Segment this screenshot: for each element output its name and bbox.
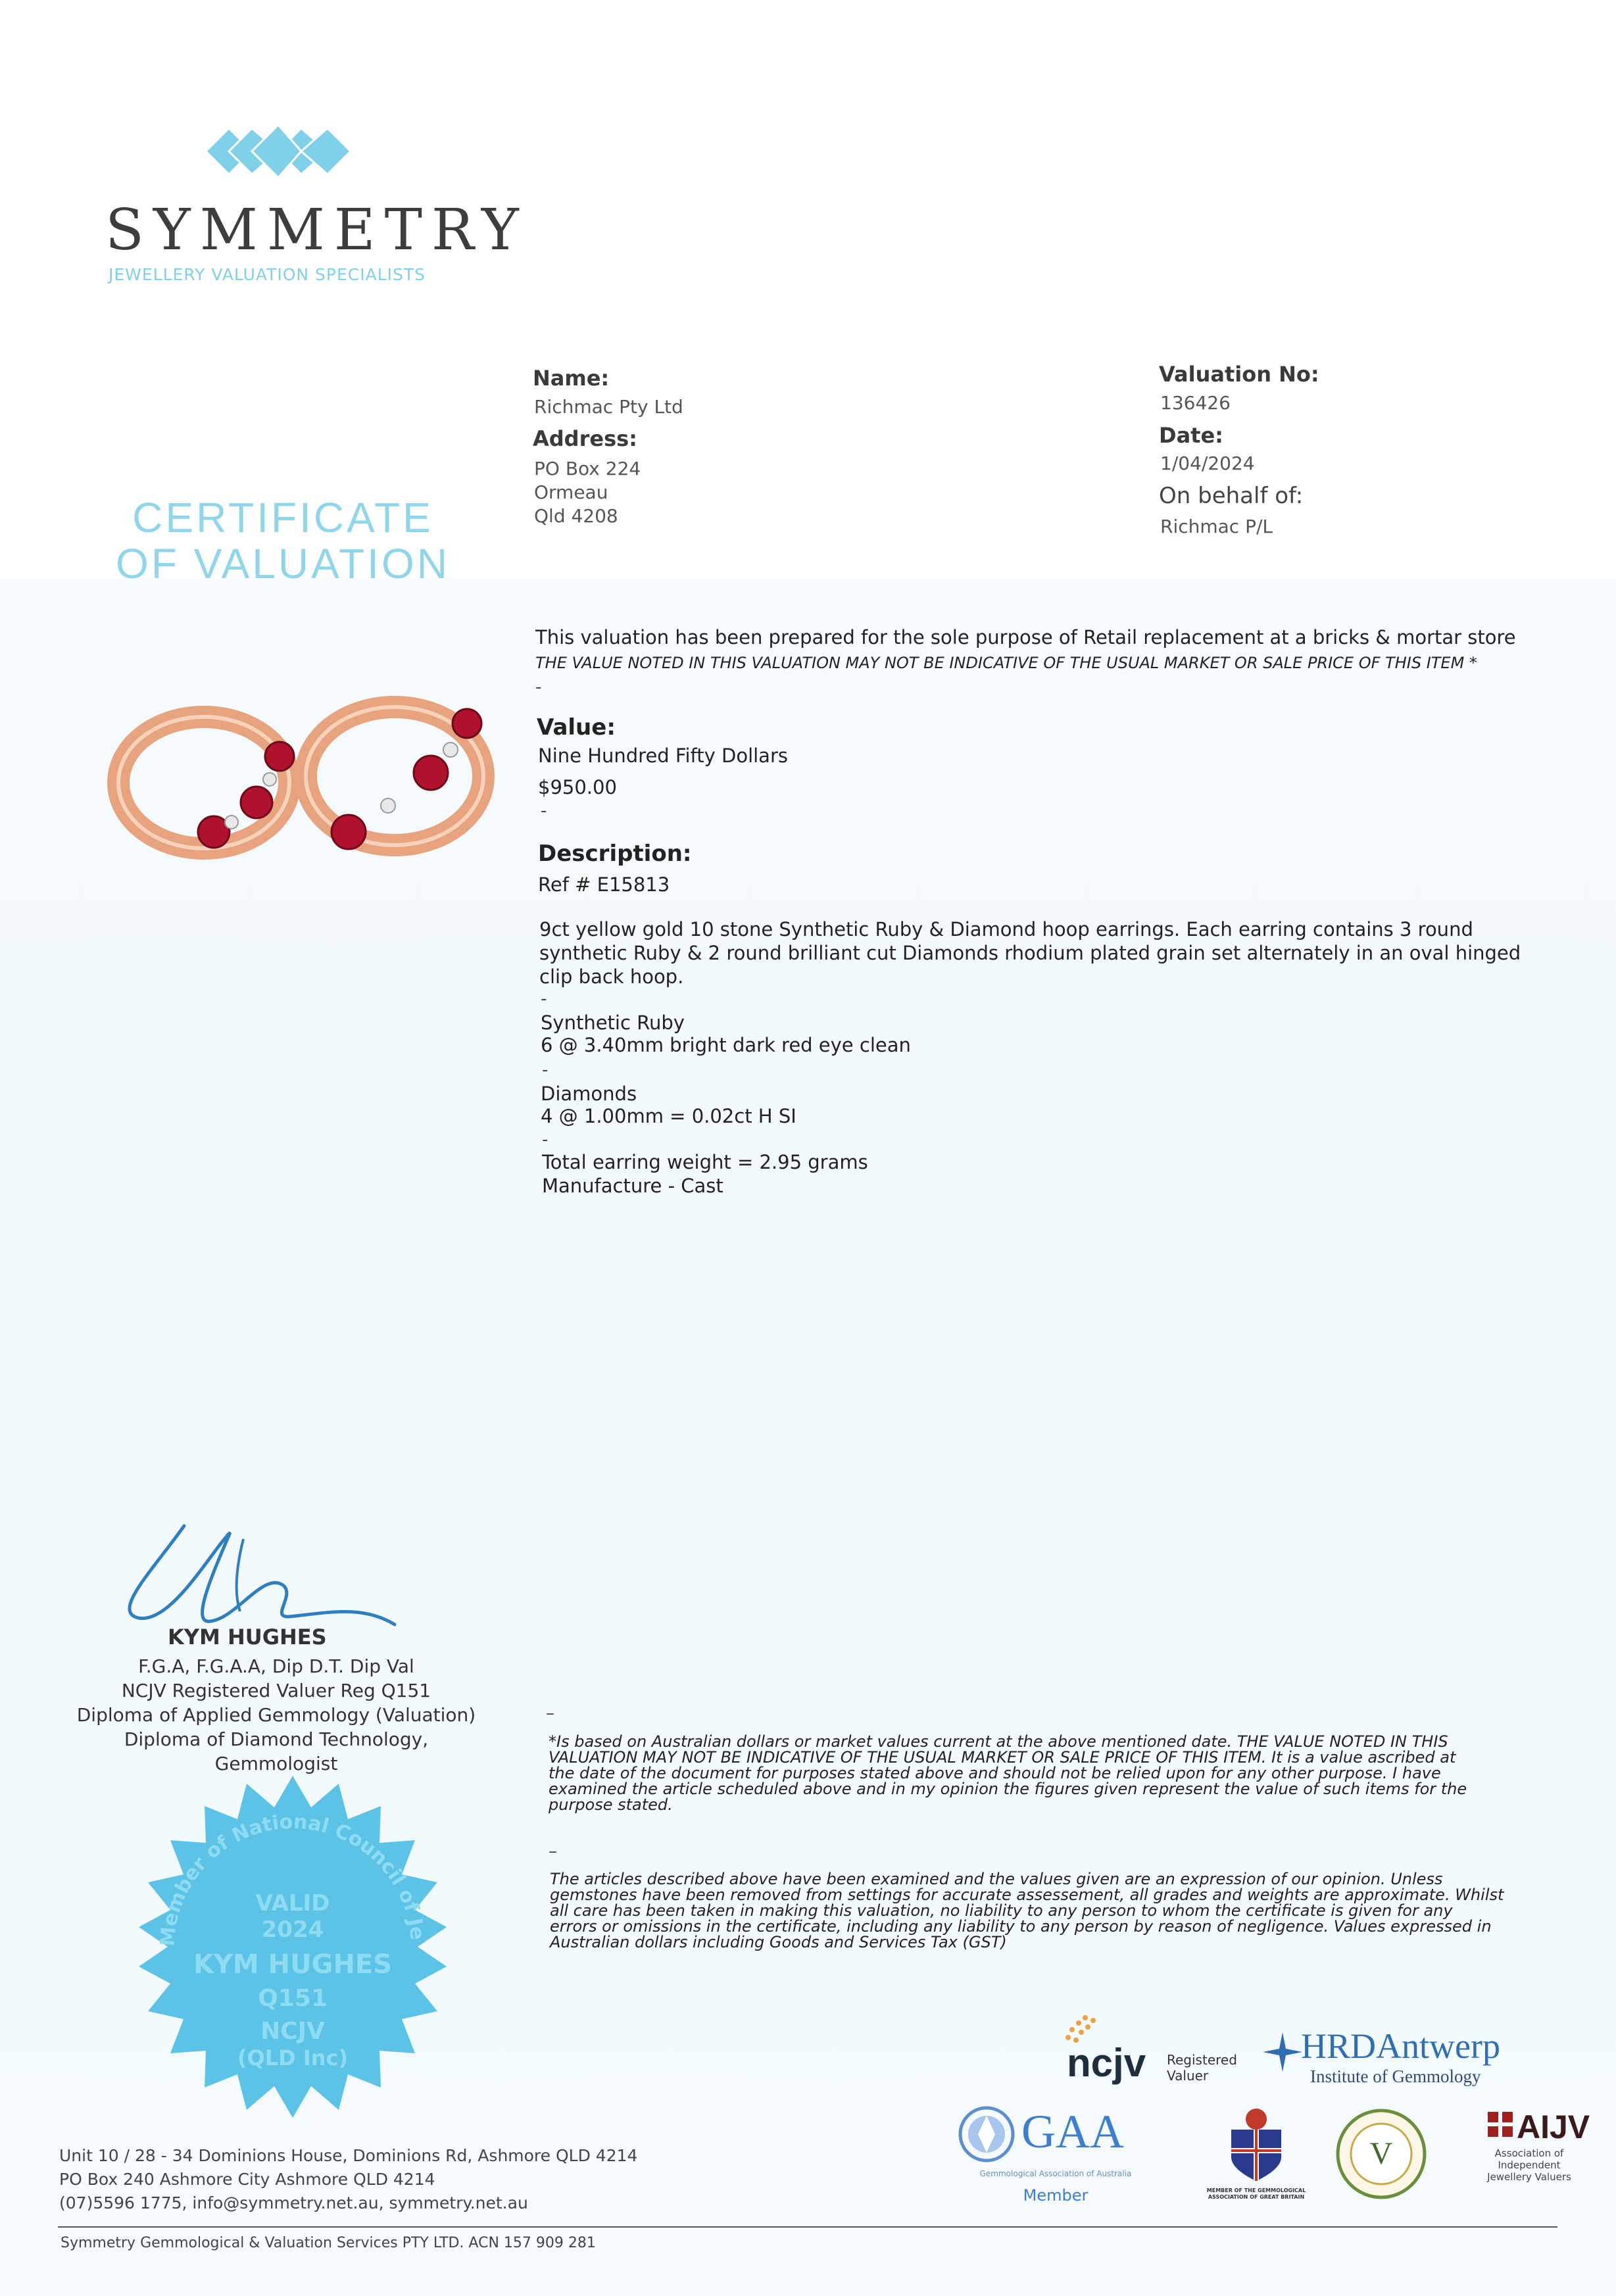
valuer-name: KYM HUGHES [168, 1624, 327, 1649]
star-icon [1263, 2032, 1302, 2072]
certificate-title-line2: OF VALUATION [116, 540, 450, 587]
ncjv-wordmark: ncjv [1067, 2041, 1146, 2085]
disclaimer-line: the date of the document for purposes stated above and should not be relied upon for any other purpose. I have [549, 1764, 1441, 1782]
address-line1: PO Box 224 [534, 458, 641, 479]
aijv-logo [1473, 2108, 1590, 2200]
signature [112, 1513, 401, 1638]
description-para-line3: clip back hoop. [539, 965, 684, 988]
seal-name: KYM HUGHES [193, 1949, 393, 1980]
ruby-detail: 6 @ 3.40mm bright dark red eye clean [541, 1034, 911, 1056]
qualification-line: NCJV Registered Valuer Reg Q151 [121, 1680, 431, 1701]
company-registration: Symmetry Gemmological & Valuation Services PTY LTD. ACN 157 909 281 [61, 2235, 596, 2251]
dash: - [535, 677, 542, 697]
gaa-wordmark: GAA [1021, 2105, 1124, 2158]
address-line3: Qld 4208 [534, 505, 618, 527]
hrd-antwerp-logo [1263, 2026, 1539, 2091]
description-para-line1: 9ct yellow gold 10 stone Synthetic Ruby & Diamond hoop earrings. Each earring contains 3 round [539, 918, 1473, 940]
symmetry-logo-icon [203, 115, 354, 187]
valuation-number: 136426 [1160, 392, 1231, 414]
disclaimer-line: The articles described above have been examined and the values given are an expression of our opinion. Unless [550, 1870, 1443, 1888]
ncjv-valuer: Valuer [1167, 2068, 1209, 2084]
valuation-number-label: Valuation No: [1159, 362, 1319, 387]
value-label: Value: [537, 714, 616, 741]
ncjv-seal [115, 1769, 470, 2124]
crest-caption: MEMBER OF THE GEMMOLOGICAL ASSOCIATION OF GREAT BRITAIN [1206, 2187, 1306, 2200]
dash: - [541, 989, 547, 1009]
disclaimer-line: Australian dollars including Goods and Services Tax (GST) [550, 1933, 1007, 1951]
diamond-title: Diamonds [541, 1083, 637, 1105]
ruby-title: Synthetic Ruby [541, 1012, 685, 1034]
date-label: Date: [1159, 423, 1223, 448]
seal-valid: VALID [255, 1890, 330, 1917]
disclaimer-line: errors or omissions in the certificate, including any liability to any person by reason of negligence. Values expressed in [550, 1917, 1492, 1936]
qualification-line: F.G.A, F.G.A.A, Dip D.T. Dip Val [138, 1655, 414, 1677]
brand-tagline: JEWELLERY VALUATION SPECIALISTS [109, 265, 426, 284]
disclaimer-line: *Is based on Australian dollars or market values current at the above mentioned date. THE VALUE NOTED IN THIS [549, 1732, 1448, 1751]
description-para-line2: synthetic Ruby & 2 round brilliant cut Diamonds rhodium plated grain set alternately in an oval hinged [539, 942, 1521, 964]
disclaimer-line: purpose stated. [549, 1795, 673, 1814]
on-behalf-value: Richmac P/L [1160, 516, 1273, 537]
value-amount: $950.00 [538, 776, 617, 798]
seal-ncjv: NCJV [260, 2018, 325, 2045]
seal-ring-text: Member of National Council of Je [156, 1810, 429, 1947]
qualification-line: Gemmologist [214, 1753, 338, 1774]
qualification-line: Diploma of Diamond Technology, [124, 1728, 429, 1750]
diamond-detail: 4 @ 1.00mm = 0.02ct H SI [541, 1105, 796, 1127]
value-words: Nine Hundred Fifty Dollars [538, 745, 788, 767]
aijv-subtitle [1473, 2147, 1585, 2183]
disclaimer-line: all care has been taken in making this valuation, no liability to any person to whom the certificate is given for any [550, 1901, 1453, 1920]
address-label: Address: [533, 426, 637, 451]
gaa-subtitle: Gemmological Association of Australia [979, 2169, 1132, 2178]
seal-reg: Q151 [258, 1985, 328, 2012]
total-weight: Total earring weight = 2.95 grams [542, 1151, 868, 1173]
aijv-subtitle-line: Jewellery Valuers [1487, 2171, 1571, 2183]
dash: - [542, 1130, 549, 1150]
contact-line: (07)5596 1775, info@symmetry.net.au, symmetry.net.au [59, 2193, 528, 2212]
v-association-seal [1335, 2108, 1427, 2200]
name-label: Name: [533, 366, 610, 391]
description-ref: Ref # E15813 [538, 873, 670, 896]
certificate-title-line1: CERTIFICATE [132, 494, 433, 541]
earrings-photo [59, 658, 500, 908]
gaa-logo [957, 2105, 1154, 2210]
address-line: PO Box 240 Ashmore City Ashmore QLD 4214 [59, 2170, 435, 2189]
dash: - [542, 1060, 549, 1080]
disclaimer-line: examined the article scheduled above and in my opinion the figures given represent the value of such items for the [549, 1780, 1467, 1798]
seal-state: (QLD Inc) [237, 2045, 349, 2070]
aijv-subtitle-line: Independent [1498, 2159, 1561, 2171]
aijv-subtitle-line: Association of [1494, 2147, 1564, 2159]
client-name: Richmac Pty Ltd [534, 396, 683, 418]
aijv-grid-icon [1488, 2112, 1514, 2138]
address-line2: Ormeau [534, 481, 608, 503]
disclaimer-value-basis [549, 1734, 1467, 1813]
gaa-globe-icon [957, 2105, 1016, 2164]
disclaimer-liability [550, 1871, 1504, 1950]
hrd-wordmark: HRDAntwerp [1301, 2026, 1500, 2066]
manufacture: Manufacture - Cast [542, 1175, 723, 1197]
dash: - [541, 801, 547, 821]
seal-year: 2024 [261, 1917, 324, 1943]
footer-address [59, 2144, 637, 2215]
footer-divider [58, 2226, 1557, 2228]
purpose-notice: THE VALUE NOTED IN THIS VALUATION MAY NOT BE INDICATIVE OF THE USUAL MARKET OR SALE PRICE OF THIS ITEM * [535, 654, 1477, 672]
gaa-member: Member [1023, 2186, 1089, 2205]
valuer-qualifications [59, 1654, 493, 1776]
crest-icon [1217, 2105, 1296, 2184]
on-behalf-label: On behalf of: [1159, 483, 1304, 509]
address-line: Unit 10 / 28 - 34 Dominions House, Dominions Rd, Ashmore QLD 4214 [59, 2146, 638, 2165]
purpose-text: This valuation has been prepared for the sole purpose of Retail replacement at a bricks & mortar store [535, 626, 1516, 648]
ncjv-registered: Registered [1167, 2052, 1237, 2068]
gemmological-crest [1190, 2105, 1322, 2210]
brand-name: SYMMETRY [105, 197, 528, 263]
hrd-subtitle: Institute of Gemmology [1310, 2066, 1481, 2086]
v-letter: V [1369, 2136, 1393, 2171]
valuation-date: 1/04/2024 [1160, 452, 1255, 474]
dash: – [549, 1842, 557, 1861]
certificate-title [86, 495, 480, 587]
dash: – [546, 1703, 554, 1723]
disclaimer-line: VALUATION MAY NOT BE INDICATIVE OF THE USUAL MARKET OR SALE PRICE OF THIS ITEM. It is a value ascribed at [549, 1748, 1456, 1767]
disclaimer-line: gemstones have been removed from settings for accurate assessement, all grades and weights are approximate. Whilst [550, 1886, 1504, 1904]
description-label: Description: [538, 841, 692, 867]
qualification-line: Diploma of Applied Gemmology (Valuation) [76, 1704, 476, 1726]
ncjv-logo [1059, 2013, 1256, 2091]
aijv-wordmark: AIJV [1517, 2109, 1590, 2145]
